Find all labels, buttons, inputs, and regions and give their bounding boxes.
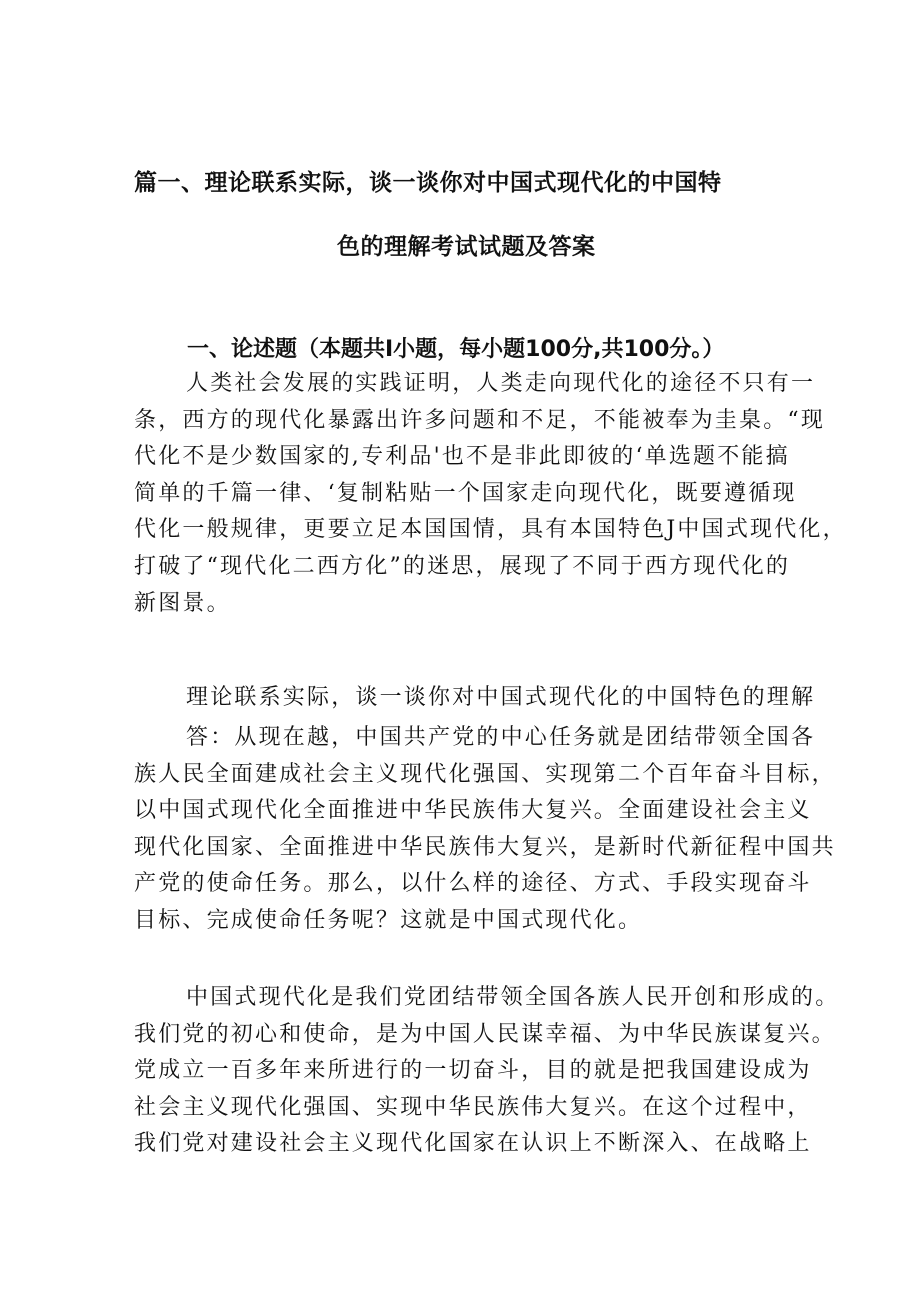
paragraph-line: 新图景。 xyxy=(134,590,231,616)
paragraph-4 xyxy=(134,980,840,1163)
section-heading: 一、论述题（本题共I小题，每小题100分,共100分。） xyxy=(187,337,725,362)
paragraph-line: 中国式现代化是我们党团结带领全国各族人民开创和形成的。 xyxy=(186,985,840,1010)
paragraph-line: 代化一般规律，更要立足本国国情，具有本国特色J中国式现代化， xyxy=(134,517,847,543)
paragraph-1 xyxy=(134,366,847,622)
paragraph-line: 人类社会发展的实践证明，人类走向现代化的途径不只有一 xyxy=(186,371,816,396)
paragraph-line: 打破了“现代化二西方化”的迷思，展现了不同于西方现代化的 xyxy=(134,553,791,579)
paragraph-line: 党成立一百多年来所进行的一切奋斗，目的就是把我国建设成为 xyxy=(134,1058,812,1084)
answer-paragraph xyxy=(134,720,836,940)
paragraph-line: 简单的千篇一律、‘复制粘贴一个国家走向现代化，既要遵循现 xyxy=(134,480,797,506)
paragraph-line: 条，西方的现代化暴露出许多问题和不足，不能被奉为圭臬。“现 xyxy=(134,407,826,433)
document-title-line-1: 篇一、理论联系实际，谈一谈你对中国式现代化的中国特 xyxy=(134,170,722,196)
paragraph-line: 答：从现在越，中国共产党的中心任务就是团结带领全国各 xyxy=(186,725,816,750)
paragraph-line: 我们党对建设社会主义现代化国家在认识上不断深入、在战略上 xyxy=(134,1131,812,1157)
paragraph-line: 理论联系实际，谈一谈你对中国式现代化的中国特色的理解 xyxy=(186,685,816,710)
paragraph-line: 我们党的初心和使命，是为中国人民谋幸福、为中华民族谋复兴。 xyxy=(134,1021,836,1047)
paragraph-line: 社会主义现代化强国、实现中华民族伟大复兴。在这个过程中， xyxy=(134,1094,812,1120)
paragraph-line: 族人民全面建成社会主义现代化强国、实现第二个百年奋斗目标， xyxy=(134,761,836,787)
paragraph-line: 产党的使命任务。那么，以什么样的途径、方式、手段实现奋斗 xyxy=(134,871,812,897)
paragraph-line: 以中国式现代化全面推进中华民族伟大复兴。全面建设社会主义 xyxy=(134,798,812,824)
paragraph-line: 目标、完成使命任务呢？这就是中国式现代化。 xyxy=(134,907,643,933)
paragraph-line: 现代化国家、全面推进中华民族伟大复兴，是新时代新征程中国共 xyxy=(134,834,836,860)
document-title-line-2: 色的理解考试试题及答案 xyxy=(337,234,596,260)
paragraph-line: 代化不是少数国家的,专利品'也不是非此即彼的‘单选题不能搞 xyxy=(134,444,790,470)
question-prompt xyxy=(134,680,816,717)
